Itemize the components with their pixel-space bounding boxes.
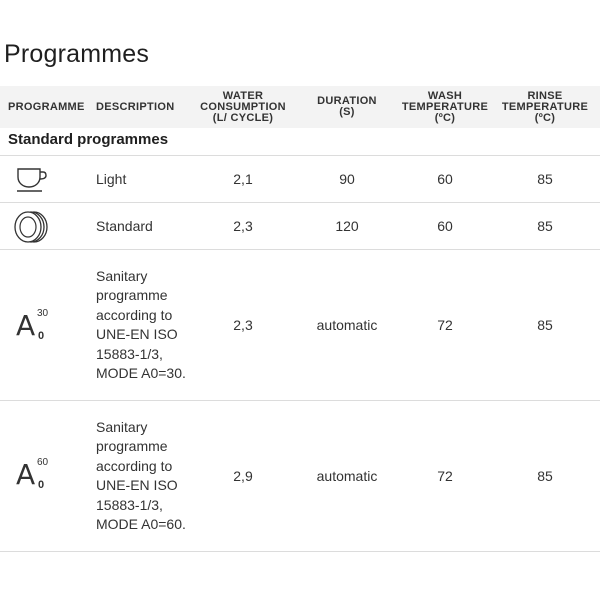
a0-letter: A <box>16 309 36 342</box>
page-title: Programmes <box>4 40 150 68</box>
header-rinse-line-1: RINSE <box>527 89 563 102</box>
table-row <box>0 250 600 400</box>
rinse-temp-cell: 85 <box>537 468 553 484</box>
water-cell: 2,3 <box>233 218 253 234</box>
header-wash-temperature <box>398 86 492 128</box>
header-rinse-line-2: TEMPERATURE <box>501 100 589 113</box>
a0-superscript: 30 <box>37 308 49 319</box>
rinse-temp-cell: 85 <box>537 218 553 234</box>
description-cell: Light <box>96 171 127 187</box>
table-row <box>0 156 600 202</box>
description-cell: Sanitary programme according to UNE-EN ISO 15883-1/3, MODE A0=60. <box>96 418 186 532</box>
section-title: Standard programmes <box>8 131 169 148</box>
duration-cell: automatic <box>316 468 378 484</box>
wash-temp-cell: 72 <box>437 468 453 484</box>
wash-temp-cell: 60 <box>437 218 453 234</box>
header-duration <box>300 86 394 128</box>
water-cell: 2,9 <box>233 468 253 484</box>
a0-60-icon <box>16 457 56 501</box>
header-wash-line-1: WASH <box>427 89 463 102</box>
wash-temp-cell: 60 <box>437 171 453 187</box>
a0-letter: A <box>16 458 36 491</box>
table-row <box>0 203 600 249</box>
header-water-consumption <box>190 86 296 128</box>
a0-subscript: 0 <box>38 330 45 342</box>
table-row <box>0 401 600 551</box>
water-cell: 2,3 <box>233 317 253 333</box>
plates-icon <box>14 210 48 249</box>
header-programme: PROGRAMME <box>8 100 85 113</box>
cup-icon <box>16 165 48 198</box>
water-cell: 2,1 <box>233 171 253 187</box>
duration-cell: 120 <box>335 218 359 234</box>
duration-cell: automatic <box>316 317 378 333</box>
header-water-line-2: CONSUMPTION <box>200 100 286 113</box>
header-rinse-line-3: (ºC) <box>534 111 556 124</box>
description-cell: Standard <box>96 218 153 234</box>
header-rinse-temperature <box>498 86 592 128</box>
header-duration-line-1: DURATION <box>317 95 377 107</box>
divider <box>0 551 600 552</box>
wash-temp-cell: 72 <box>437 317 453 333</box>
header-description: DESCRIPTION <box>96 100 175 113</box>
a0-superscript: 60 <box>37 457 49 468</box>
a0-subscript: 0 <box>38 479 45 491</box>
header-water-line-3: (L/ CYCLE) <box>212 111 274 124</box>
rinse-temp-cell: 85 <box>537 317 553 333</box>
header-water-line-1: WATER <box>222 89 264 102</box>
rinse-temp-cell: 85 <box>537 171 553 187</box>
duration-cell: 90 <box>339 171 355 187</box>
description-cell: Sanitary programme according to UNE-EN ISO 15883-1/3, MODE A0=30. <box>96 267 186 381</box>
header-wash-line-2: TEMPERATURE <box>401 100 489 113</box>
header-duration-line-2: (S) <box>339 106 355 118</box>
header-wash-line-3: (ºC) <box>434 111 456 124</box>
a0-30-icon <box>16 308 56 352</box>
